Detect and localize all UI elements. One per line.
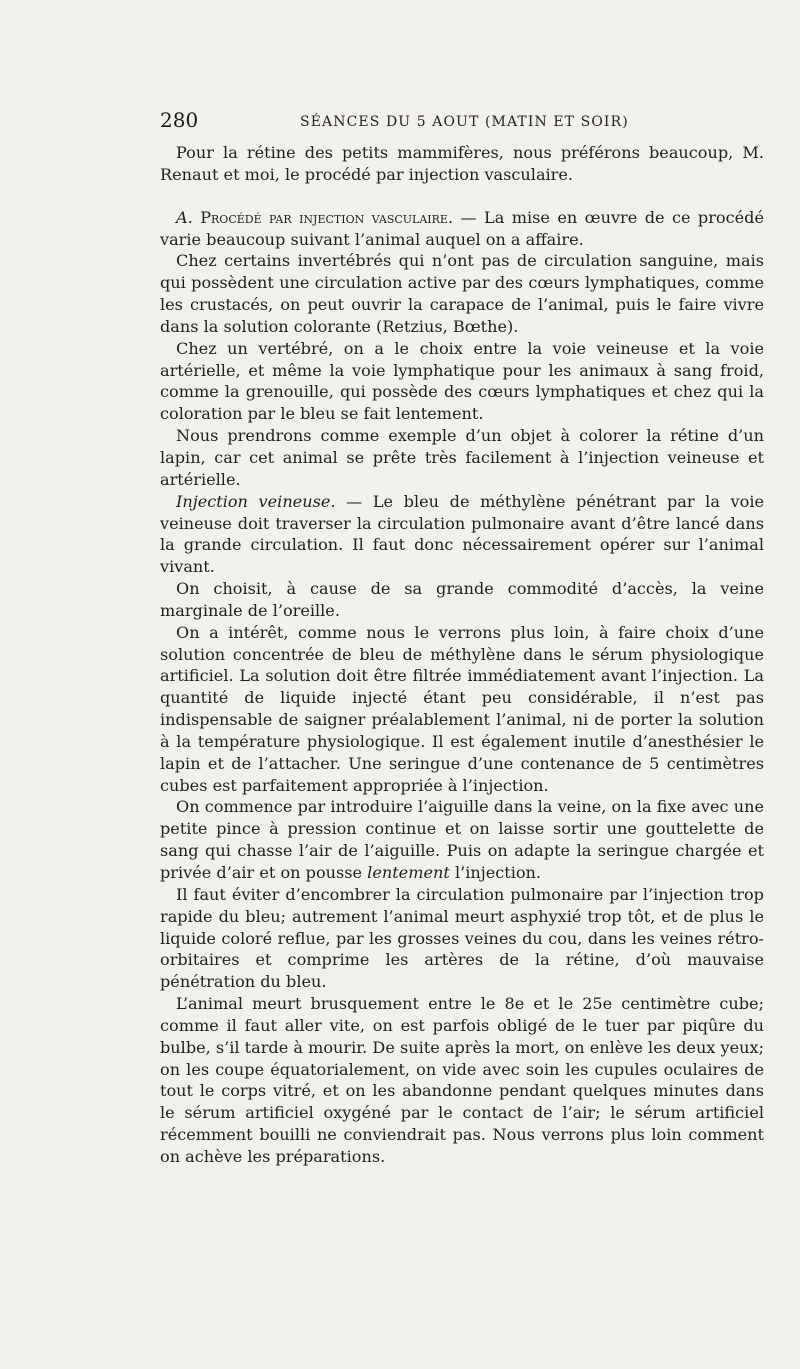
- section-a-dash: —: [460, 207, 485, 227]
- paragraph-procedure: [160, 796, 764, 883]
- body-text: [160, 142, 764, 1168]
- page-header: [160, 108, 630, 138]
- paragraph-animal-death: L’animal meurt brusquement entre le 8e et le 25e centimètre cube; comme il faut aller vite, on est parfois obligé de le tuer par piqûre du bulbe, s’il tarde à mourir. De suite après la mort, on enlève les deux yeux; on les coupe équatorialement, on vide avec soin les cupules oculaires de tout le corps vitré, et on les abandonne pendant quelques minutes dans le sérum artificiel oxygéné par le contact de l’air; le sérum artificiel récemment bouilli ne conviendrait pas. Nous verrons plus loin comment on achève les préparations.: [160, 994, 764, 1166]
- injection-veineuse-paragraph: [160, 491, 764, 578]
- section-a-label: A.: [176, 207, 193, 227]
- paragraph-intro: Pour la rétine des petits mammifères, nous préférons beaucoup, M. Renaut et moi, le procédé par injection vasculaire.: [160, 143, 764, 184]
- paragraph-vein-choice: On choisit, à cause de sa grande commodité d’accès, la veine marginale de l’oreille.: [160, 579, 764, 620]
- injection-title: Injection veineuse.: [176, 491, 336, 511]
- page-number: 280: [160, 108, 199, 132]
- procedure-after: l’injection.: [449, 863, 542, 882]
- paragraph-invertebrates: Chez certains invertébrés qui n’ont pas de circulation sanguine, mais qui possèdent une circulation active par des cœurs lymphatiques, comme les crustacés, on peut ouvrir la carapace de l’animal, puis le faire vivre dans la solution colorante (Retzius, Bœthe).: [160, 251, 764, 336]
- procedure-emphasis: lentement: [367, 863, 450, 882]
- paragraph-avoid-encumbering: Il faut éviter d’encombrer la circulation pulmonaire par l’injection trop rapide du bleu; autrement l’animal meurt asphyxié trop tôt, et de plus le liquide coloré reflue, par les grosses veines du cou, dans les veines rétro-orbitaires et comprime les artères de la rétine, d’où mauvaise pénétration du bleu.: [160, 884, 764, 992]
- injection-text: Le bleu de méthylène pénétrant par la voie veineuse doit traverser la circulation pulmonaire avant d’être lancé dans la grande circulation. Il faut donc nécessairement opérer sur l’animal vivant.: [160, 491, 764, 577]
- paragraph-rabbit-example: Nous prendrons comme exemple d’un objet à colorer la rétine d’un lapin, car cet animal se prête très facilement à l’injection veineuse et artérielle.: [160, 426, 764, 489]
- paragraph-solution: On a intérêt, comme nous le verrons plus loin, à faire choix d’une solution concentrée de bleu de méthylène dans le sérum physiologique artificiel. La solution doit être filtrée immédiatement avant l’injection. La quantité de liquide injecté étant peu considérable, il n’est pas indispensable de saigner préalablement l’animal, ni de porter la solution à la température physiologique. Il est également inutile d’anesthésier le lapin et de l’attacher. Une seringue d’une contenance de 5 centimètres cubes est parfaitement appropriée à l’injection.: [160, 622, 764, 795]
- section-a-text: La mise en œuvre de ce procédé varie beaucoup suivant l’animal auquel on a affaire.: [160, 207, 764, 249]
- section-spacing: [160, 186, 764, 207]
- procedure-before: On commence par introduire l’aiguille dans la veine, on la fixe avec une petite pince à pression continue et on laisse sortir une gouttelette de sang qui chasse l’air de l’aiguille. Puis on adapte la seringue chargée et privée d’air et on pousse: [160, 797, 764, 882]
- paragraph-vertebrates: Chez un vertébré, on a le choix entre la voie veineuse et la voie artérielle, et même la voie lymphatique pour les animaux à sang froid, comme la grenouille, qui possède des cœurs lymphatiques et chez qui la coloration par le bleu se fait lentement.: [160, 338, 764, 424]
- section-a-paragraph: [160, 207, 764, 251]
- running-head: SÉANCES DU 5 AOUT (MATIN ET SOIR): [300, 114, 629, 130]
- injection-dash: —: [346, 491, 373, 511]
- section-a-title: Procédé par injection vasculaire.: [200, 207, 454, 227]
